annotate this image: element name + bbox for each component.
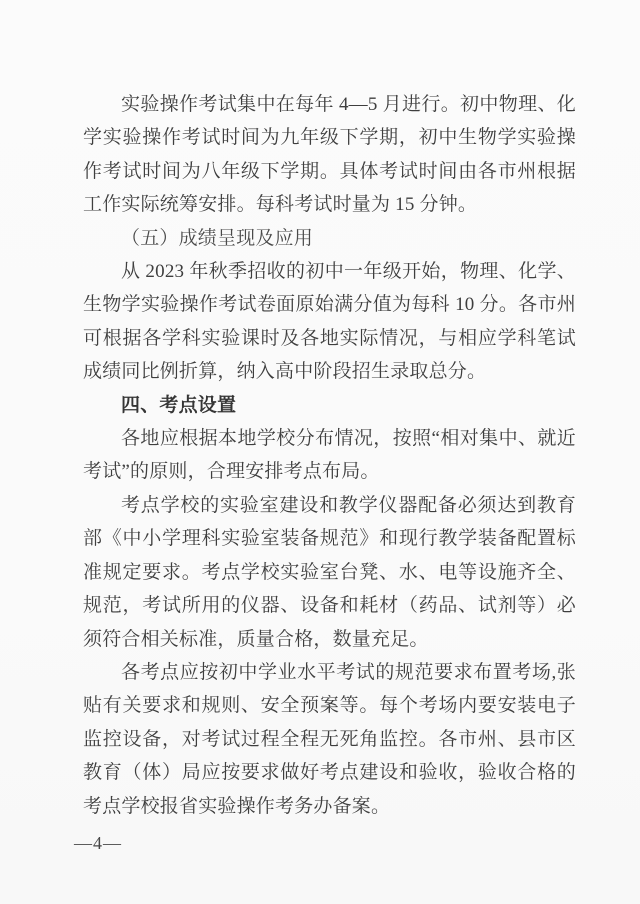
paragraph-lab-equipment-requirements: 考点学校的实验室建设和教学仪器配备必须达到教育部《中小学理科实验室装备规范》和现行教学装备配置标准规定要求。考点学校实验室台凳、水、电等设施齐全、规范，考试所用的仪器、设备和耗材（药品、试剂等）必须符合相关标准，质量合格，数量充足。	[83, 494, 576, 650]
section-heading-exam-site-setup: 四、考点设置	[121, 394, 237, 416]
paragraph-exam-schedule: 实验操作考试集中在每年 4—5 月进行。初中物理、化学实验操作考试时间为九年级下学期，初中生物学实验操作考试时间为八年级下学期。具体考试时间由各市州根据工作实际统筹安排。每科考试时量为 15 分钟。	[83, 94, 576, 216]
paragraph-score-application: 从 2023 年秋季招收的初中一年级开始，物理、化学、生物学实验操作考试卷面原始满分值为每科 10 分。各市州可根据各学科实验课时及各地实际情况，与相应学科笔试成绩同比例折算，纳入高中阶段招生录取总分。	[83, 261, 576, 383]
paragraph-site-layout: 各地应根据本地学校分布情况，按照“相对集中、就近考试”的原则，合理安排考点布局。	[83, 428, 576, 483]
subheading-score-presentation: （五）成绩呈现及应用	[121, 227, 314, 249]
page-number: —4—	[74, 833, 122, 853]
document-text-block	[83, 88, 576, 823]
paragraph-exam-room-requirements: 各考点应按初中学业水平考试的规范要求布置考场,张贴有关要求和规则、安全预案等。每个考场内要安装电子监控设备，对考试过程全程无死角监控。各市州、县市区教育（体）局应按要求做好考点建设和验收，验收合格的考点学校报省实验操作考务办备案。	[83, 661, 576, 817]
